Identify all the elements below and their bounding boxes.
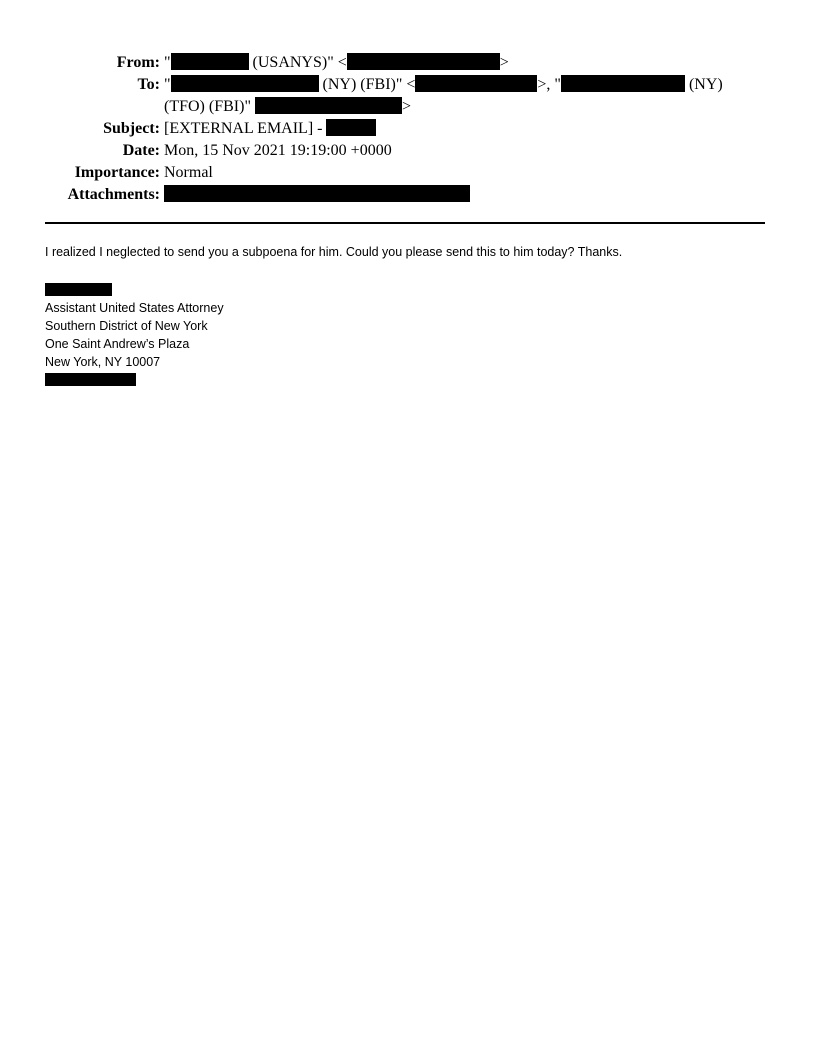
date-label: Date: [122, 142, 160, 159]
from-label: From: [116, 54, 160, 71]
subject-row [0, 118, 816, 140]
to-close: > [401, 98, 411, 115]
subject-label: Subject: [103, 120, 160, 137]
importance-row [0, 162, 816, 184]
redaction-box [347, 53, 500, 70]
redaction-box [415, 75, 537, 92]
signature-block [45, 281, 224, 386]
signature-title: Assistant United States Attorney [45, 301, 224, 315]
to-label: To: [137, 76, 160, 93]
from-close: > [499, 54, 509, 71]
from-org: (USANYS)" < [248, 54, 347, 71]
from-row [0, 52, 816, 74]
importance-value: Normal [164, 164, 213, 181]
redaction-box [171, 75, 319, 92]
to-org-1: (NY) (FBI)" < [318, 76, 416, 93]
to-row [0, 74, 816, 118]
attachments-value [160, 184, 734, 206]
from-value [160, 52, 734, 74]
signature-office: Southern District of New York [45, 319, 208, 333]
email-header [0, 52, 816, 206]
redaction-box [45, 283, 112, 296]
redaction-box [164, 185, 470, 202]
to-value [160, 74, 734, 118]
importance-label: Importance: [74, 164, 160, 181]
attachments-label: Attachments: [67, 186, 160, 203]
to-org-3: (TFO) (FBI)" [164, 98, 255, 115]
attachments-row [0, 184, 816, 206]
redaction-box [45, 373, 136, 386]
redaction-box [326, 119, 376, 136]
subject-text: [EXTERNAL EMAIL] - [164, 120, 327, 137]
date-row [0, 140, 816, 162]
subject-value [160, 118, 734, 140]
to-org-2: (NY) [684, 76, 723, 93]
signature-address-1: One Saint Andrew’s Plaza [45, 337, 190, 351]
redaction-box [561, 75, 685, 92]
signature-address-2: New York, NY 10007 [45, 355, 161, 369]
redaction-box [171, 53, 249, 70]
header-divider [45, 222, 765, 224]
from-quote: " [164, 54, 171, 71]
to-quote: " [164, 76, 171, 93]
date-value: Mon, 15 Nov 2021 19:19:00 +0000 [164, 142, 392, 159]
to-separator: >, " [537, 76, 561, 93]
redaction-box [255, 97, 402, 114]
message-body: I realized I neglected to send you a subpoena for him. Could you please send this to him today? Thanks. [45, 245, 623, 259]
